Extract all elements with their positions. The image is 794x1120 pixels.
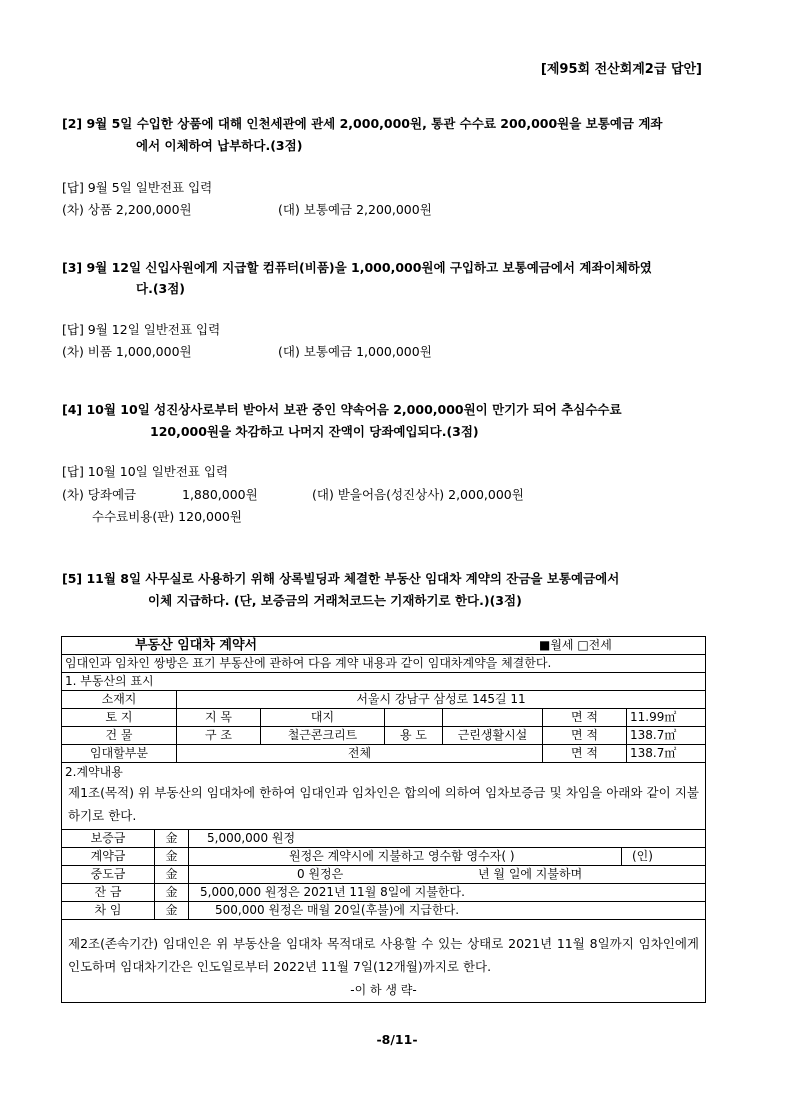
section2-label: 2.계약내용: [65, 765, 123, 779]
land-area-label: 면 적: [542, 709, 626, 726]
rent-gold: 金: [154, 902, 188, 919]
middle-payment-date: 년 월 일에 지불하며: [478, 867, 583, 881]
article2-text: 제2조(존속기간) 임대인은 위 부동산을 임대차 목적대로 사용할 수 있는 상태로 2021년 11월 8일까지 임차인에게 인도하며 임대차기간은 인도일로부터 2022년 11월 7일(12개월)까지로 한다.: [68, 936, 699, 974]
rent-part-value: 전체: [176, 745, 542, 762]
rent-row: [62, 902, 705, 920]
land-empty-1: [384, 709, 442, 726]
question-2-line2: 에서 이체하여 납부하다.(3점): [136, 138, 303, 153]
answer-3-credit: (대) 보통예금 1,000,000원: [278, 344, 432, 359]
location-value: 서울시 강남구 삼성로 145길 11: [176, 691, 705, 708]
contract-payment-gold: 金: [154, 848, 188, 865]
rent-part-area-label: 면 적: [542, 745, 626, 762]
answer-2-title: [답] 9월 5일 일반전표 입력: [62, 180, 213, 195]
answer-3-debit: (차) 비품 1,000,000원: [62, 344, 192, 359]
question-4-line2: 120,000원을 차감하고 나머지 잔액이 당좌예입되다.(3점): [150, 424, 479, 439]
middle-payment-value: 0 원정은: [188, 866, 705, 883]
omitted-text: -이 하 생 략-: [350, 983, 417, 997]
middle-payment-row: [62, 866, 705, 884]
article1-text: 제1조(목적) 위 부동산의 임대차에 한하여 임대인과 임차인은 합의에 의하여 임차보증금 및 차임을 아래와 같이 지불하기로 한다.: [68, 785, 699, 823]
contract-seal: (인): [621, 848, 705, 865]
answer-4-debit2: 수수료비용(판) 120,000원: [92, 509, 242, 524]
deposit-gold: 金: [154, 830, 188, 847]
answer-4-title: [답] 10월 10일 일반전표 입력: [62, 464, 229, 479]
building-label: 건 물: [105, 728, 133, 742]
middle-payment-gold: 金: [154, 866, 188, 883]
answer-3-title: [답] 9월 12일 일반전표 입력: [62, 322, 221, 337]
question-5-line1: [5] 11월 8일 사무실로 사용하기 위해 상록빌딩과 체결한 부동산 임대차 계약의 잔금을 보통예금에서: [62, 571, 620, 586]
question-3-line1: [3] 9월 12일 신입사원에게 지급할 컴퓨터(비품)을 1,000,000원에 구입하고 보통예금에서 계좌이체하였: [62, 260, 652, 275]
deposit-value: 5,000,000 원정: [188, 830, 705, 847]
use-value: 근린생활시설: [442, 727, 542, 744]
article2-row: [62, 920, 705, 1002]
page-header: [제95회 전산회계2급 답안]: [540, 62, 702, 77]
building-area-label: 면 적: [542, 727, 626, 744]
question-2-line1: [2] 9월 5일 수입한 상품에 대해 인천세관에 관세 2,000,000원, 통관 수수료 200,000원을 보통예금 계좌: [62, 116, 663, 131]
use-label: 용 도: [384, 727, 442, 744]
rent-part-row: [62, 745, 705, 763]
section1-row: [62, 673, 705, 691]
balance-gold: 金: [154, 884, 188, 901]
question-4-line1: [4] 10월 10일 성진상사로부터 받아서 보관 중인 약속어음 2,000,000원이 만기가 되어 추심수수료: [62, 402, 622, 417]
question-3-line2: 다.(3점): [136, 281, 186, 296]
balance-value: 5,000,000 원정은 2021년 11월 8일에 지불한다.: [188, 884, 705, 901]
contract-payment-value: 원정은 계약시에 지불하고 영수함 영수자( ): [188, 848, 621, 865]
balance-row: [62, 884, 705, 902]
structure-value: 철근콘크리트: [260, 727, 384, 744]
answer-4-debit1: (차) 당좌예금: [62, 487, 137, 502]
land-area-value: 11.99㎡: [626, 709, 705, 726]
lease-contract: [61, 636, 706, 1003]
building-area-value: 138.7㎡: [626, 727, 705, 744]
answer-2-credit: (대) 보통예금 2,200,000원: [278, 202, 432, 217]
middle-payment-label: 중도금: [90, 867, 126, 881]
question-5-line2: 이체 지급하다. (단, 보증금의 거래처코드는 기재하기로 한다.)(3점): [148, 593, 522, 608]
jimok-label: 지 목: [176, 709, 260, 726]
rent-part-label: 임대할부분: [90, 746, 148, 760]
section2-row: [62, 763, 705, 829]
location-label: 소재지: [101, 692, 137, 706]
deposit-label: 보증금: [90, 831, 126, 845]
rent-label: 차 임: [94, 903, 122, 917]
land-row: [62, 709, 705, 727]
section1-label: 1. 부동산의 표시: [65, 674, 154, 688]
balance-label: 잔 금: [94, 885, 122, 899]
answer-4-credit: (대) 받을어음(성진상사) 2,000,000원: [312, 487, 524, 502]
land-empty-2: [442, 709, 542, 726]
land-label: 토 지: [105, 710, 133, 724]
page-number: -8/11-: [376, 1032, 418, 1047]
contract-type-options: ■월세 □전세: [539, 638, 612, 652]
rent-value: 500,000 원정은 매월 20일(후불)에 지급한다.: [188, 902, 705, 919]
answer-2-debit: (차) 상품 2,200,000원: [62, 202, 192, 217]
contract-title-row: [62, 637, 705, 655]
answer-4-debit1-amount: 1,880,000원: [182, 487, 258, 502]
jimok-value: 대지: [260, 709, 384, 726]
contract-intro: 임대인과 임차인 쌍방은 표기 부동산에 관하여 다음 계약 내용과 같이 임대차계약을 체결한다.: [65, 656, 552, 670]
structure-label: 구 조: [176, 727, 260, 744]
location-row: [62, 691, 705, 709]
contract-title: 부동산 임대차 계약서: [135, 638, 258, 653]
contract-intro-row: [62, 655, 705, 673]
building-row: [62, 727, 705, 745]
contract-payment-label: 계약금: [90, 849, 126, 863]
deposit-row: [62, 829, 705, 848]
contract-payment-row: [62, 848, 705, 866]
rent-part-area-value: 138.7㎡: [626, 745, 705, 762]
